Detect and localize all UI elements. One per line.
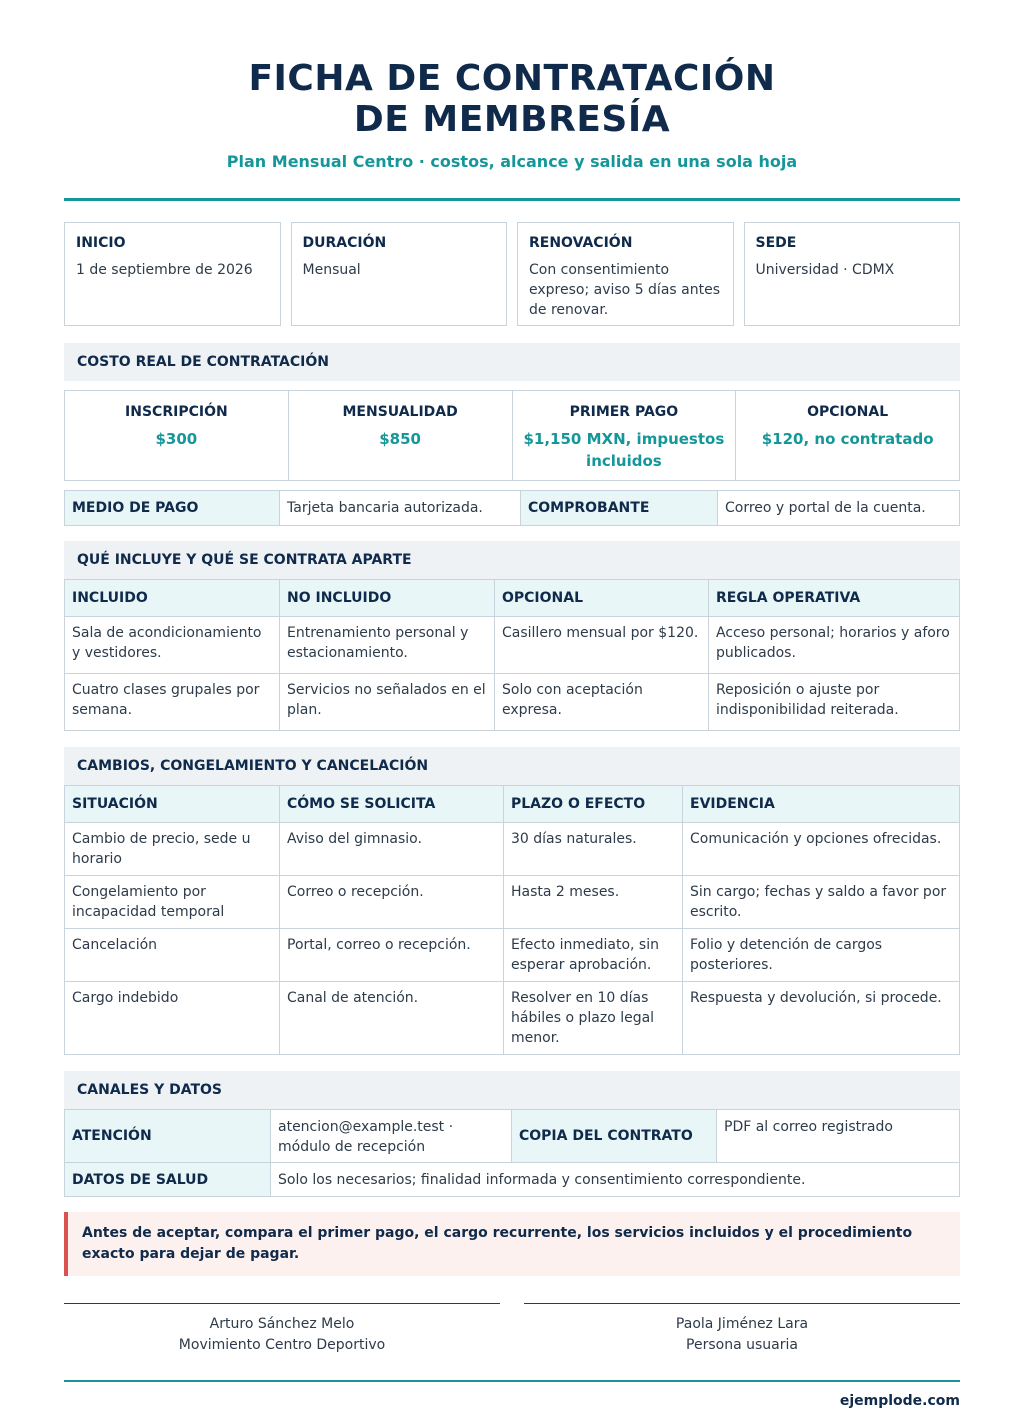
cost-cell-optional — [736, 391, 959, 480]
title-line-2: DE MEMBRESÍA — [353, 99, 671, 140]
column-header: OPCIONAL — [495, 580, 709, 617]
table-cell: Solo con aceptación expresa. — [495, 674, 709, 731]
table-cell: 30 días naturales. — [504, 823, 683, 876]
attention-label: ATENCIÓN — [65, 1110, 271, 1163]
table-cell: Cuatro clases grupales por semana. — [65, 674, 280, 731]
top-divider — [64, 198, 960, 201]
attention-value: atencion@example.test · módulo de recepción — [271, 1110, 512, 1163]
column-header: EVIDENCIA — [683, 786, 960, 823]
section-changes-heading: CAMBIOS, CONGELAMIENTO Y CANCELACIÓN — [64, 747, 960, 785]
cost-value: $300 — [155, 430, 198, 448]
cost-label: OPCIONAL — [807, 404, 889, 420]
signer-name: Paola Jiménez Lara — [675, 1316, 809, 1332]
contract-copy-label: COPIA DEL CONTRATO — [512, 1110, 717, 1163]
info-box-duration — [291, 222, 508, 326]
signer-role: Movimiento Centro Deportivo — [178, 1337, 386, 1353]
info-value: 1 de septiembre de 2026 — [76, 262, 253, 278]
info-label: RENOVACIÓN — [529, 235, 633, 251]
warning-notice: Antes de aceptar, compara el primer pago, el cargo recurrente, los servicios incluidos y el procedimiento exacto para dejar de pagar. — [64, 1212, 960, 1276]
table-cell: Aviso del gimnasio. — [280, 823, 504, 876]
footer-brand: ejemplode.com — [839, 1393, 960, 1409]
table-row — [65, 1110, 960, 1163]
payment-table — [64, 490, 960, 526]
table-cell: Sala de acondicionamiento y vestidores. — [65, 617, 280, 674]
table-cell: Respuesta y devolución, si procede. — [683, 982, 960, 1055]
info-value: Mensual — [302, 262, 361, 278]
section-costs-heading: COSTO REAL DE CONTRATACIÓN — [64, 343, 960, 381]
info-value: Con consentimiento expreso; aviso 5 días antes de renovar. — [529, 262, 720, 318]
table-row — [65, 617, 960, 674]
health-data-label: DATOS DE SALUD — [65, 1163, 271, 1197]
table-cell: Congelamiento por incapacidad temporal — [65, 876, 280, 929]
table-cell: Folio y detención de cargos posteriores. — [683, 929, 960, 982]
payment-method-label: MEDIO DE PAGO — [65, 491, 280, 526]
table-cell: Reposición o ajuste por indisponibilidad reiterada. — [709, 674, 960, 731]
column-header: PLAZO O EFECTO — [504, 786, 683, 823]
table-cell: Casillero mensual por $120. — [495, 617, 709, 674]
table-row — [65, 674, 960, 731]
cost-value: $850 — [379, 430, 421, 448]
table-row — [65, 491, 960, 526]
table-cell: Cambio de precio, sede u horario — [65, 823, 280, 876]
cost-label: MENSUALIDAD — [342, 404, 458, 420]
section-channels-heading: CANALES Y DATOS — [64, 1071, 960, 1109]
info-box-start — [64, 222, 281, 326]
channels-table — [64, 1109, 960, 1197]
table-cell: Resolver en 10 días hábiles o plazo legal menor. — [504, 982, 683, 1055]
receipt-value: Correo y portal de la cuenta. — [718, 491, 960, 526]
cost-cell-registration — [65, 391, 289, 480]
table-cell: Correo o recepción. — [280, 876, 504, 929]
includes-table — [64, 579, 960, 731]
signer-role: Persona usuaria — [686, 1337, 798, 1353]
table-cell: Canal de atención. — [280, 982, 504, 1055]
info-label: INICIO — [76, 235, 126, 251]
column-header: CÓMO SE SOLICITA — [280, 786, 504, 823]
column-header: NO INCLUIDO — [280, 580, 495, 617]
cost-value: $120, no contratado — [761, 430, 934, 448]
receipt-label: COMPROBANTE — [521, 491, 718, 526]
contract-copy-value: PDF al correo registrado — [717, 1110, 960, 1163]
column-header: INCLUIDO — [65, 580, 280, 617]
table-cell: Acceso personal; horarios y aforo publicados. — [709, 617, 960, 674]
signer-name: Arturo Sánchez Melo — [209, 1316, 355, 1332]
column-header: SITUACIÓN — [65, 786, 280, 823]
cost-value: $1,150 MXN, impuestos incluidos — [523, 430, 725, 470]
info-label: SEDE — [755, 235, 797, 251]
health-data-value: Solo los necesarios; finalidad informada y consentimiento correspondiente. — [271, 1163, 960, 1197]
payment-method-value: Tarjeta bancaria autorizada. — [280, 491, 521, 526]
table-cell: Sin cargo; fechas y saldo a favor por escrito. — [683, 876, 960, 929]
table-cell: Hasta 2 meses. — [504, 876, 683, 929]
column-header: REGLA OPERATIVA — [709, 580, 960, 617]
table-header-row — [65, 786, 960, 823]
table-cell: Servicios no señalados en el plan. — [280, 674, 495, 731]
info-value: Universidad · CDMX — [755, 262, 895, 278]
cost-cell-monthly — [289, 391, 513, 480]
page-title — [64, 0, 960, 140]
table-cell: Cargo indebido — [65, 982, 280, 1055]
cost-grid — [64, 390, 960, 481]
table-cell: Efecto inmediato, sin esperar aprobación. — [504, 929, 683, 982]
title-line-1: FICHA DE CONTRATACIÓN — [248, 58, 776, 99]
signature-block-provider — [64, 1303, 500, 1356]
cost-label: INSCRIPCIÓN — [125, 404, 228, 420]
info-box-renewal — [517, 222, 734, 326]
cost-cell-first-payment — [513, 391, 737, 480]
table-row — [65, 876, 960, 929]
info-row — [64, 222, 960, 326]
table-cell: Portal, correo o recepción. — [280, 929, 504, 982]
table-row — [65, 929, 960, 982]
signature-block-user — [524, 1303, 960, 1356]
changes-table — [64, 785, 960, 1055]
table-row — [65, 1163, 960, 1197]
table-row — [65, 823, 960, 876]
section-includes-heading: QUÉ INCLUYE Y QUÉ SE CONTRATA APARTE — [64, 541, 960, 579]
info-box-location — [744, 222, 961, 326]
bottom-divider — [64, 1380, 960, 1382]
info-label: DURACIÓN — [302, 235, 387, 251]
table-row — [65, 982, 960, 1055]
table-cell: Entrenamiento personal y estacionamiento. — [280, 617, 495, 674]
table-header-row — [65, 580, 960, 617]
signatures — [64, 1303, 960, 1356]
cost-label: PRIMER PAGO — [569, 404, 679, 420]
table-cell: Comunicación y opciones ofrecidas. — [683, 823, 960, 876]
table-cell: Cancelación — [65, 929, 280, 982]
page-subtitle: Plan Mensual Centro · costos, alcance y salida en una sola hoja — [226, 152, 798, 171]
